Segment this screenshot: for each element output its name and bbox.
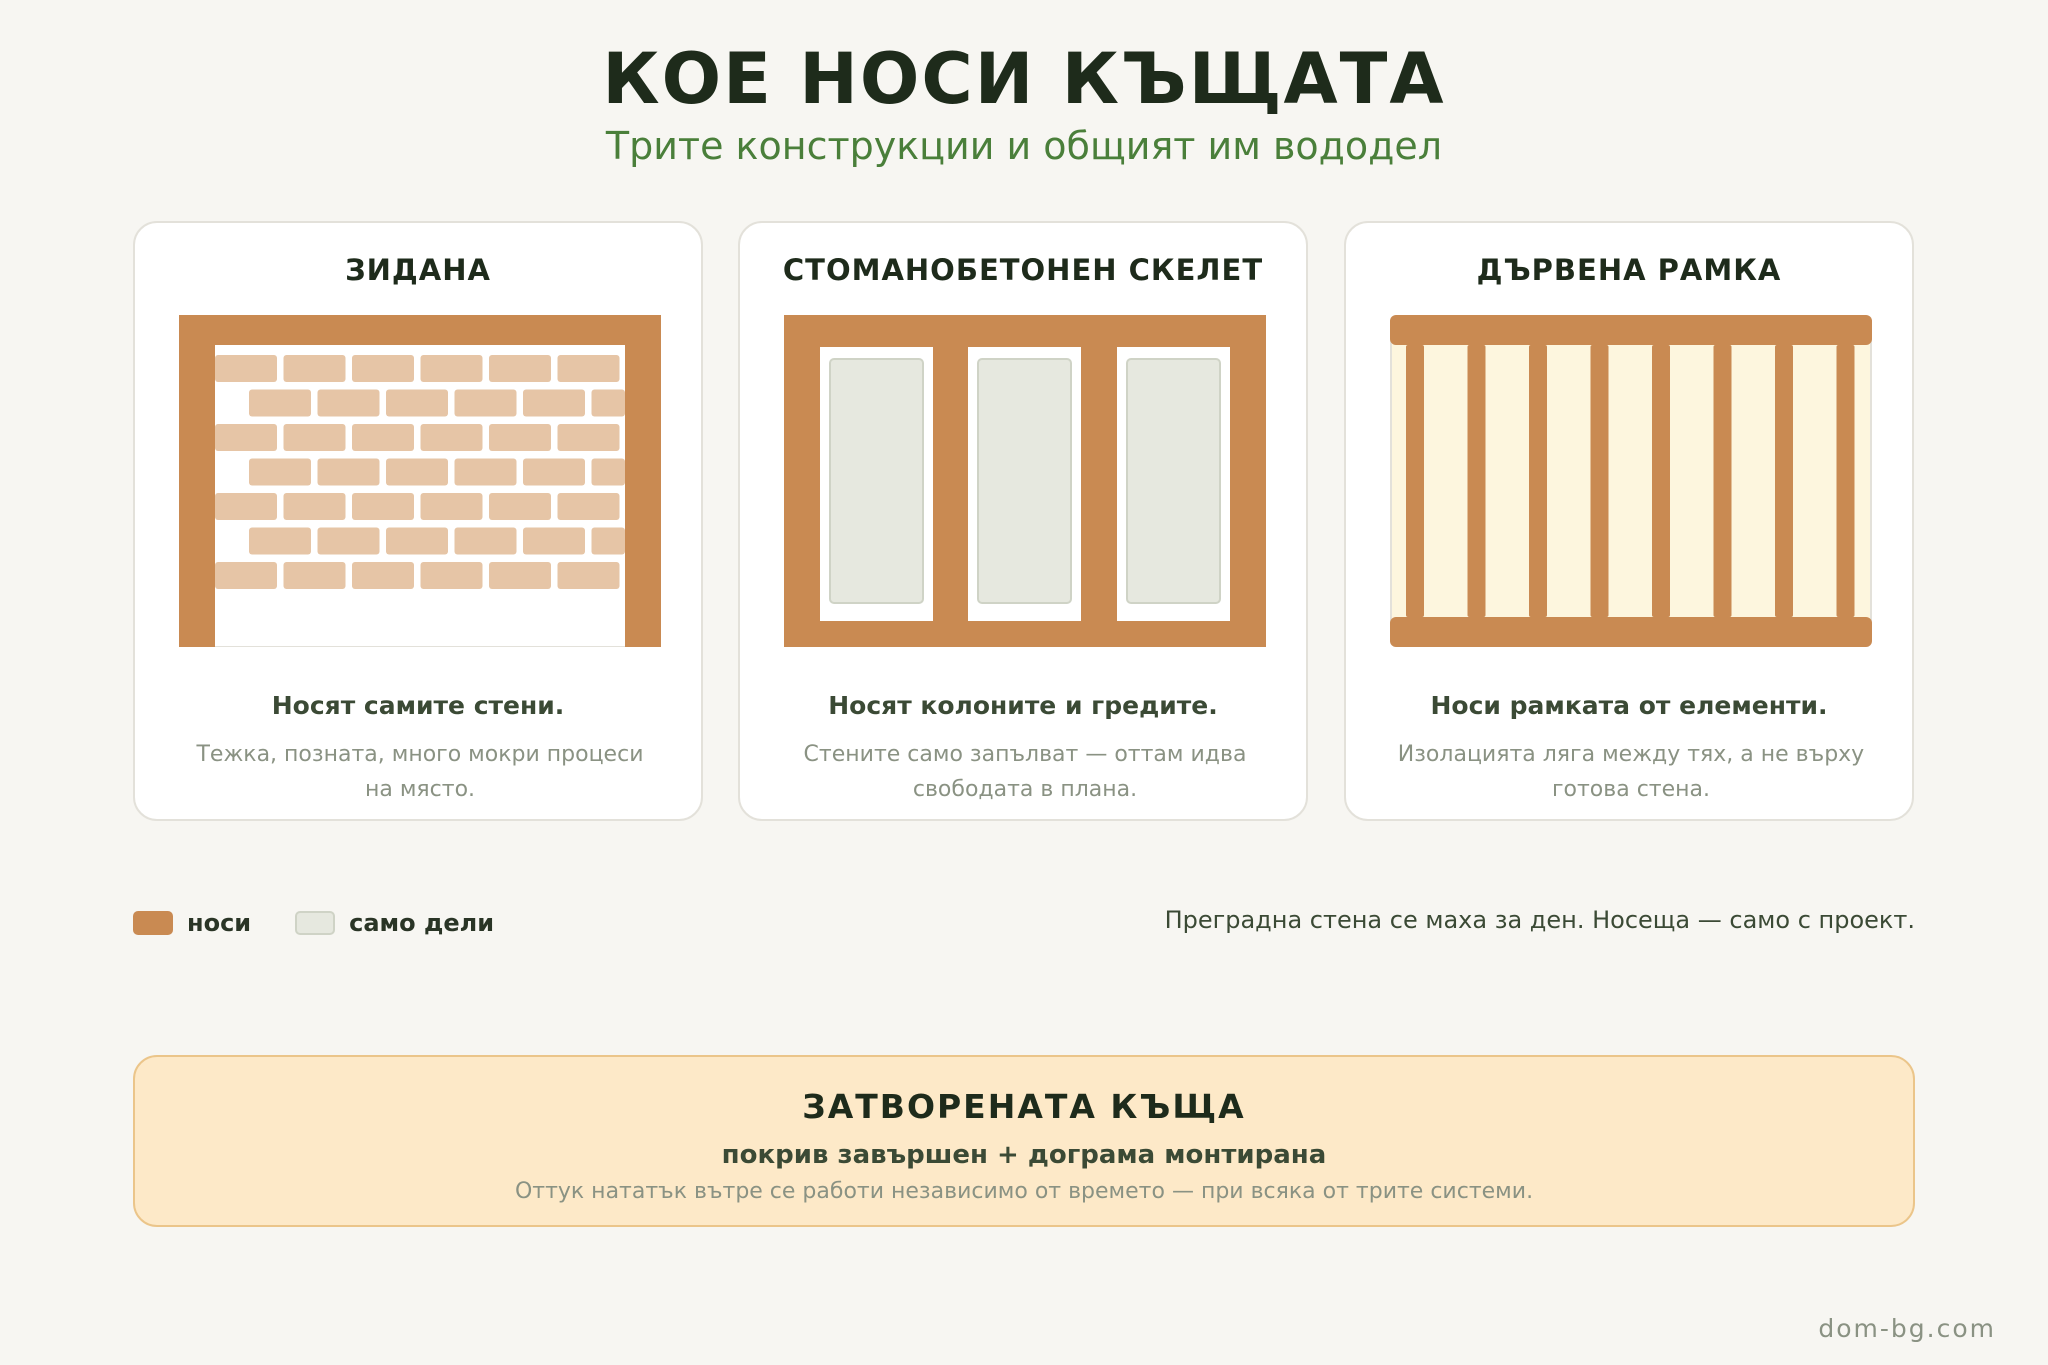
brick — [523, 390, 585, 417]
stud — [1468, 345, 1486, 617]
brick — [592, 459, 626, 486]
brick — [284, 424, 346, 451]
banner-description: Оттук нататък вътре се работи независимо от времето — при всяка от трите системи. — [514, 1179, 1534, 1204]
brick — [215, 493, 277, 520]
card-lead: Носят колоните и гредите. — [828, 691, 1218, 720]
stud — [1652, 345, 1670, 617]
brick — [421, 493, 483, 520]
legend — [133, 908, 538, 938]
brick — [489, 424, 551, 451]
legend-swatch-bearing — [133, 911, 173, 935]
top-plate — [1390, 315, 1872, 345]
card-description: Стените само запълват — оттам идва свободата в плана. — [803, 742, 1247, 802]
brick — [318, 528, 380, 555]
brick — [318, 390, 380, 417]
card-title: СТОМАНОБЕТОНЕН СКЕЛЕТ — [782, 253, 1264, 287]
card-rc-frame — [738, 221, 1308, 821]
brick — [489, 355, 551, 382]
brick — [215, 355, 277, 382]
card-description: Тежка, позната, много мокри процеси на място. — [196, 742, 644, 802]
site-url: dom-bg.com — [1818, 1314, 1996, 1343]
stud — [1406, 345, 1424, 617]
load-bearing-wall-left — [179, 315, 215, 647]
card-lead: Носят самите стени. — [271, 691, 565, 720]
masonry-diagram — [179, 315, 661, 647]
bottom-plate — [1390, 617, 1872, 647]
brick — [249, 528, 311, 555]
brick — [215, 424, 277, 451]
brick — [558, 562, 620, 589]
card-title: ДЪРВЕНА РАМКА — [1476, 253, 1782, 287]
brick — [489, 493, 551, 520]
banner-title: ЗАТВОРЕНАТА КЪЩА — [802, 1087, 1246, 1126]
legend-label-bearing: носи — [187, 909, 252, 937]
brick — [352, 424, 414, 451]
brick — [352, 493, 414, 520]
brick — [421, 355, 483, 382]
brick — [455, 459, 517, 486]
brick — [284, 493, 346, 520]
legend-label-partition: само дели — [349, 909, 495, 937]
page-title: КОЕ НОСИ КЪЩАТА — [602, 38, 1446, 120]
card-description: Изолацията ляга между тях, а не върху готова стена. — [1397, 742, 1865, 802]
brick — [284, 355, 346, 382]
brick — [386, 459, 448, 486]
legend-note: Преградна стена се маха за ден. Носеща — само с проект. — [1164, 906, 1915, 934]
brick — [558, 355, 620, 382]
brick — [215, 562, 277, 589]
brick — [558, 424, 620, 451]
infill-panel — [830, 359, 923, 603]
banner-subtitle: покрив завършен + дограма монтирана — [721, 1140, 1327, 1170]
timber-frame-diagram — [1390, 315, 1872, 647]
brick — [249, 459, 311, 486]
brick — [558, 493, 620, 520]
insulation-fill — [1391, 335, 1871, 635]
card-lead: Носи рамката от елементи. — [1430, 691, 1828, 720]
stud — [1837, 345, 1855, 617]
card-masonry — [133, 221, 703, 821]
rc-frame-diagram — [784, 315, 1266, 647]
brick — [249, 390, 311, 417]
brick — [523, 528, 585, 555]
card-title: ЗИДАНА — [345, 253, 491, 287]
brick — [455, 528, 517, 555]
brick — [421, 562, 483, 589]
brick — [386, 528, 448, 555]
brick — [489, 562, 551, 589]
load-bearing-wall-right — [625, 315, 661, 647]
brick — [455, 390, 517, 417]
brick — [421, 424, 483, 451]
bond-beam-top — [179, 315, 661, 345]
brick — [284, 562, 346, 589]
stud — [1775, 345, 1793, 617]
stud — [1529, 345, 1547, 617]
brick — [592, 528, 626, 555]
brick — [386, 390, 448, 417]
card-timber-frame — [1344, 221, 1914, 821]
page-subtitle: Трите конструкции и общият им вододел — [605, 124, 1443, 168]
brick-pattern — [215, 355, 625, 589]
brick — [592, 390, 626, 417]
stud — [1591, 345, 1609, 617]
brick — [523, 459, 585, 486]
legend-swatch-partition — [295, 911, 335, 935]
stud — [1714, 345, 1732, 617]
infill-panel — [978, 359, 1071, 603]
callout-banner — [133, 1055, 1915, 1227]
brick — [318, 459, 380, 486]
brick — [352, 562, 414, 589]
infill-panel — [1127, 359, 1220, 603]
brick — [352, 355, 414, 382]
